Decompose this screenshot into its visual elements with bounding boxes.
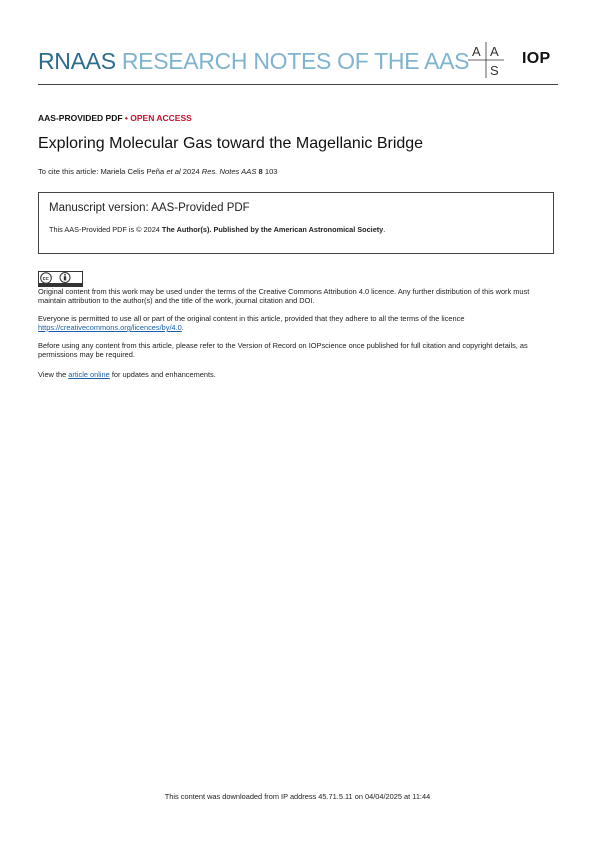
open-access-label: OPEN ACCESS — [130, 113, 192, 123]
download-footer: This content was downloaded from IP address 45.71.5.11 on 04/04/2025 at 11:44 — [164, 792, 431, 801]
aas-logo-letter-2: A — [490, 44, 499, 59]
manuscript-copyright — [49, 225, 385, 234]
pdf-type: AAS-PROVIDED PDF — [38, 113, 123, 123]
manuscript-version-title: Manuscript version: AAS-Provided PDF — [49, 202, 250, 214]
article-online-link[interactable]: article online — [68, 370, 110, 379]
brand-rn: RN — [38, 48, 71, 74]
licence-link[interactable]: https://creativecommons.org/licences/by/4.0 — [38, 323, 182, 332]
usage-text: Everyone is permitted to use all or part of the original content in this article, provided that they adhere to all the terms of the licence — [38, 314, 465, 323]
copyright-holder: The Author(s). Published by the American Astronomical Society — [161, 225, 384, 234]
copyright-prefix: This AAS-Provided PDF is © 2024 — [49, 225, 162, 234]
cc-badge-text: cc — [42, 276, 49, 282]
version-of-record-paragraph: Before using any content from this article, please refer to the Version of Record on IOPscience once published for full citation and copyright details, as permissions may be required. — [38, 341, 528, 359]
view-prefix: View the — [38, 370, 69, 379]
brand-rest: RESEARCH NOTES OF THE AAS — [115, 48, 470, 74]
citation-line — [38, 167, 278, 176]
kicker-separator: • — [122, 113, 131, 123]
aas-logo-letter-1: A — [472, 44, 481, 59]
citation-volume: 8 — [256, 167, 263, 176]
header-divider — [38, 84, 558, 85]
aas-logo-letter-3: S — [490, 63, 499, 78]
usage-suffix: . — [181, 323, 184, 332]
citation-year: 2024 — [180, 167, 202, 176]
journal-brand — [38, 48, 469, 75]
citation-journal: Res. Notes AAS — [201, 167, 257, 176]
article-title: Exploring Molecular Gas toward the Magellanic Bridge — [38, 135, 424, 152]
view-online-paragraph — [38, 370, 554, 379]
citation-page: 103 — [262, 167, 278, 176]
iop-logo: IOP — [522, 50, 551, 67]
view-suffix: for updates and enhancements. — [109, 370, 216, 379]
aas-logo-icon — [468, 42, 504, 78]
brand-aas: AAS — [70, 48, 116, 74]
copyright-suffix: . — [383, 225, 386, 234]
citation-prefix: To cite this article: Mariela Celis Peña — [38, 167, 167, 176]
article-kicker — [38, 113, 192, 123]
license-paragraph: Original content from this work may be used under the terms of the Creative Commons Attribution 4.0 licence. Any further distribution of this work must maintain attribution to the author(s) and the title of the work, journal citation and DOI. — [38, 287, 530, 305]
usage-paragraph — [38, 314, 554, 332]
citation-etal: et al — [166, 167, 181, 176]
cc-by-license-icon[interactable] — [38, 271, 83, 287]
journal-header — [38, 44, 557, 84]
manuscript-version-box — [38, 192, 554, 254]
